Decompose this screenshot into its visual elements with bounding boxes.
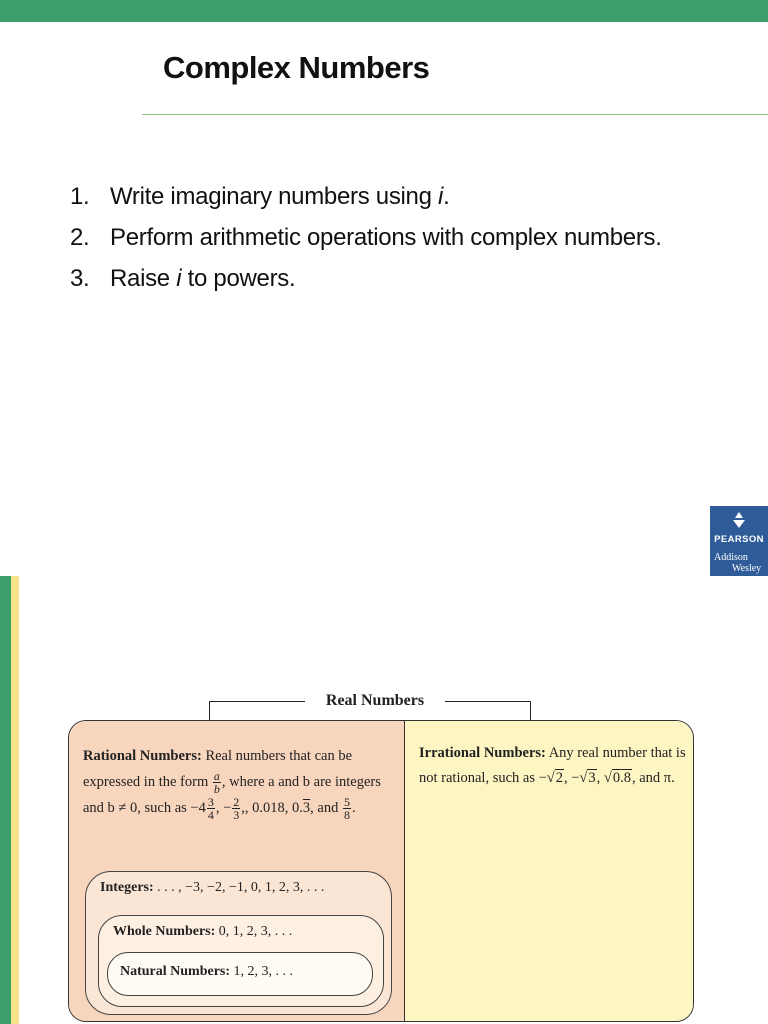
top-accent-bar (0, 0, 768, 22)
objective-italic: i (176, 265, 182, 292)
bracket-left-leg (209, 701, 210, 721)
objective-item (70, 176, 662, 217)
irrational-definition (419, 741, 687, 791)
punctuation: . (351, 800, 356, 817)
whole-numbers-label: Whole Numbers: (113, 924, 216, 939)
real-numbers-diagram (0, 680, 768, 1024)
punctuation: , (215, 800, 220, 817)
objective-item (70, 217, 662, 258)
objective-item (70, 258, 662, 299)
objective-number: 2. (70, 224, 90, 251)
natural-numbers-values: 1, 2, 3, . . . (230, 964, 294, 979)
bracket-right-leg (530, 701, 531, 721)
whole-numbers-values: 0, 1, 2, 3, . . . (215, 924, 293, 939)
rational-text: , and (310, 800, 342, 817)
real-numbers-box (68, 720, 694, 1022)
fraction-denominator: 4 (207, 808, 214, 823)
integers-row (100, 880, 324, 896)
rational-text: , 0.018, 0. (244, 800, 303, 817)
natural-numbers-label: Natural Numbers: (120, 964, 231, 979)
logo-brand: PEARSON (714, 534, 764, 545)
fraction-denominator: 3 (233, 808, 240, 823)
objective-text: Raise (110, 265, 177, 292)
rational-heading: Rational Numbers: (83, 748, 202, 764)
fraction-numerator: 3 (207, 795, 214, 810)
negative-fraction-group (219, 795, 245, 823)
objective-text-end: to powers. (181, 265, 296, 292)
radicand: 3 (588, 770, 596, 786)
fraction-denominator: b (213, 782, 220, 797)
fraction-numerator: a (213, 769, 220, 784)
slide-title: Complex Numbers (163, 50, 430, 85)
repeating-digit: 3 (302, 800, 311, 817)
objective-text-end: . (443, 183, 450, 210)
logo-line-2: Wesley (732, 563, 762, 574)
objective-text: Write imaginary numbers using (110, 183, 439, 210)
fraction-a-over-b (213, 770, 221, 795)
title-divider (142, 114, 768, 115)
integers-values: . . . , −3, −2, −1, 0, 1, 2, 3, . . . (153, 880, 325, 895)
punctuation: , (241, 800, 245, 817)
radicand: 2 (555, 770, 563, 786)
irrational-panel (404, 721, 694, 1021)
objective-italic: i (438, 183, 444, 210)
fraction-five-eighths (343, 796, 351, 821)
pearson-mark-icon (730, 511, 748, 529)
logo-line-1: Addison (714, 552, 748, 563)
irrational-heading: Irrational Numbers: (419, 745, 546, 761)
objective-number: 1. (70, 183, 90, 210)
whole-numbers-row (113, 924, 292, 940)
rational-definition (83, 743, 403, 821)
real-numbers-title: Real Numbers (305, 692, 445, 710)
irrational-text: , −√ (563, 770, 588, 786)
irrational-text: Any real number that is not rational, such as −√ (419, 745, 686, 786)
rational-text: , where a and b are integers and b ≠ 0, such as −4 (83, 774, 381, 817)
irrational-text: , √ (596, 770, 612, 786)
fraction-denominator: 8 (343, 808, 350, 823)
radicand: 0.8 (612, 770, 631, 786)
natural-numbers-box (107, 952, 373, 996)
fraction-two-thirds (232, 796, 240, 821)
fraction-numerator: 5 (343, 795, 350, 810)
publisher-logo (710, 506, 768, 576)
natural-numbers-row (120, 964, 293, 980)
integers-label: Integers: (100, 880, 154, 895)
objective-number: 3. (70, 265, 90, 292)
rational-panel (69, 721, 404, 1021)
minus-sign: − (219, 800, 232, 817)
irrational-text: , and π. (631, 770, 675, 786)
fraction-numerator: 2 (233, 795, 240, 810)
fraction-three-quarters (207, 796, 215, 821)
objectives-list (70, 176, 662, 299)
objective-text: Perform arithmetic operations with complex numbers. (110, 224, 662, 251)
rational-text: Real numbers that can be expressed in the form (83, 748, 353, 790)
